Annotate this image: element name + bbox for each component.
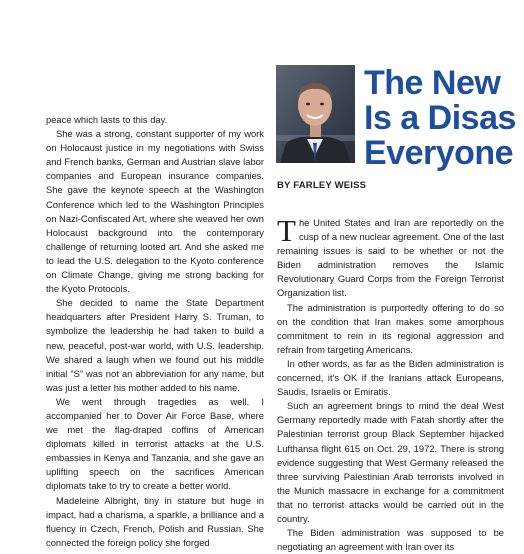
- byline: BY FARLEY WEISS: [277, 180, 367, 191]
- author-photo: [276, 65, 355, 163]
- right-article-column: [277, 213, 504, 553]
- lead-paragraph: [277, 213, 504, 301]
- headline-line: The New: [364, 64, 501, 102]
- article-headline: [364, 66, 524, 171]
- lead-paragraph-text: he United States and Iran are reportedly on the cusp of a new nuclear agreement. One of the last remaining issues is said to be whether or not the Biden administration removes the Islamic Revolutionary Guard Corps from the Foreign Terrorist Organization list.: [277, 217, 504, 299]
- left-article-column: [46, 113, 264, 548]
- body-paragraph: Such an agreement brings to mind the deal West Germany reportedly made with Fatah shortly after the Palestinian terrorist group Black September hijacked Lufthansa flight 615 on Oct. 29, 1972. There is strong evidence suggesting that West Germany released the three surviving Palestinian Arab terrorists involved in the Munich massacre in exchange for a commitment that no terrorist attacks would be carried out in the country.: [277, 400, 504, 524]
- headline-line: Is a Disas: [364, 99, 516, 137]
- body-paragraph: peace which lasts to this day.: [46, 114, 168, 125]
- body-paragraph: The administration is purportedly offering to do so on the condition that Iran makes some amorphous commitment to rein in its regional aggression and refrain from targeting Americans.: [277, 301, 504, 355]
- drop-cap: T: [277, 213, 296, 248]
- body-paragraph: Madeleine Albright, tiny in stature but huge in impact, had a charisma, a sparkle, a brilliance and a fluency in Czech, French, Polish and Russian. She connected the foreign policy she forged: [46, 494, 264, 548]
- body-paragraph: She was a strong, constant supporter of my work on Holocaust justice in my negotiations with Swiss and French banks, German and Austrian slave labor companies and European insurance companies. She gave the keynote speech at the Washington Conference which led to the Washington Principles on Nazi-Confiscated Art, where she weaved her own Holocaust background into the contemporary challenge of returning looted art. And she asked me to lead the U.S. delegation to the Kyoto conference on Climate Change, giving me strong backing for the Kyoto Protocols.: [46, 128, 264, 295]
- headline-line: Everyone: [364, 134, 514, 172]
- body-paragraph: We went through tragedies as well. I accompanied her to Dover Air Force Base, where we met the flag-draped coffins of American diplomats killed in terrorist attacks at the U.S. embassies in Kenya and Tanzania, and she gave an uplifting speech on the sacrifices American diplomats take to try to create a better world.: [46, 395, 264, 492]
- body-paragraph: In other words, as far as the Biden administration is concerned, it's OK if the Iranians attack Europeans, Saudis, Israelis or Emiratis.: [277, 357, 504, 398]
- body-paragraph: She decided to name the State Department headquarters after President Harry S. Truman, to symbolize the leadership he had taken to build a new, peaceful, post-war world, with U.S. leadership. We shared a laugh when we found out his middle initial “S” was not an abbreviation for any name, but was just a letter his mother added to his name.: [46, 297, 264, 393]
- body-paragraph: The Biden administration was supposed to be negotiating an agreement with Iran over its: [277, 527, 504, 553]
